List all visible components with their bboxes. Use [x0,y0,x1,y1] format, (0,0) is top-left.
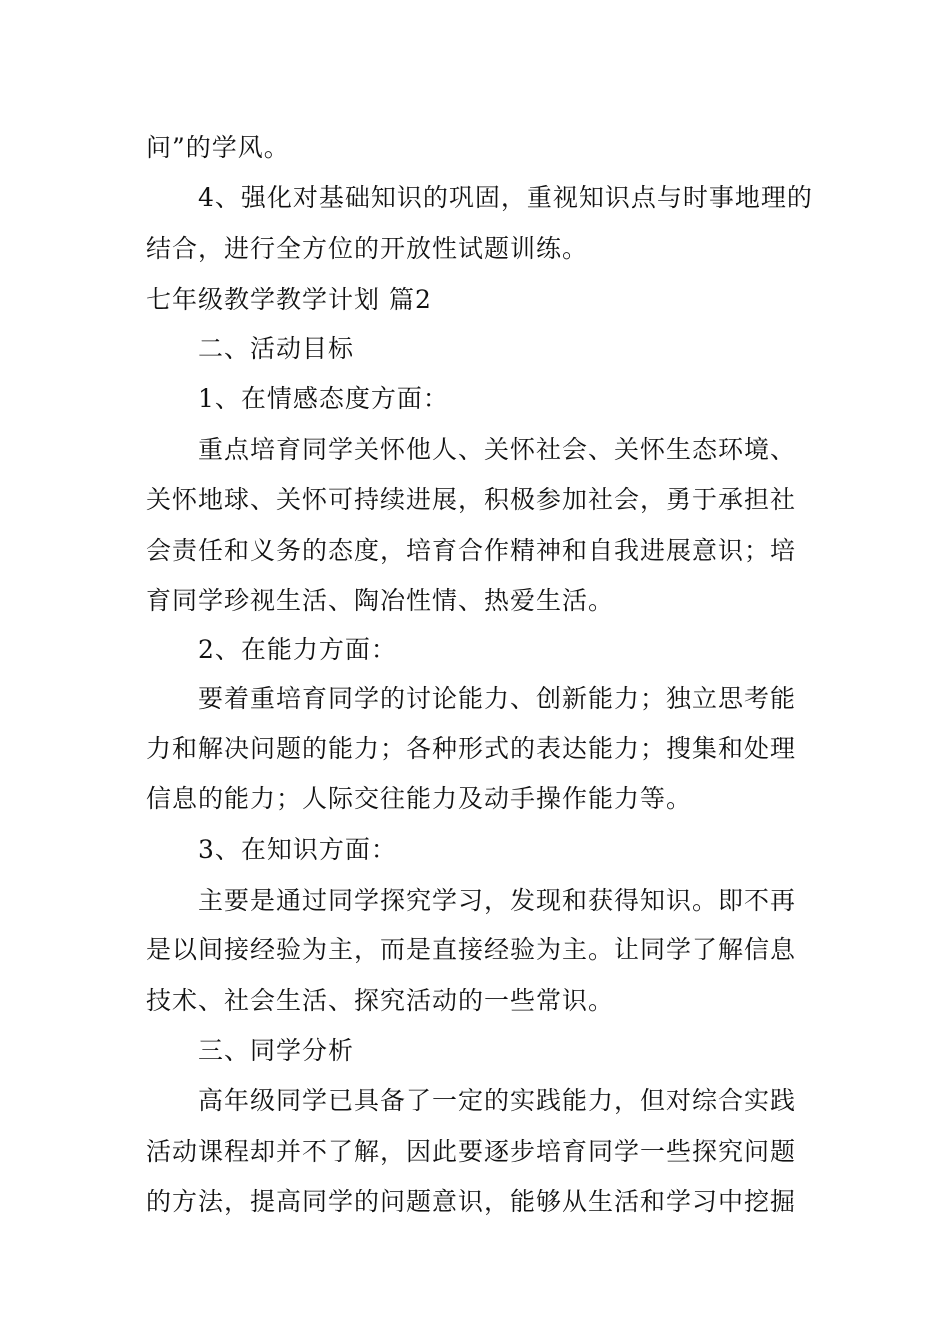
subheading: 3、在知识方面： [198,835,397,864]
paragraph-line: 信息的能力；人际交往能力及动手操作能力等。 [146,784,693,813]
paragraph-line: 关怀地球、关怀可持续进展，积极参加社会，勇于承担社 [146,485,797,514]
section-heading: 七年级教学教学计划 篇2 [146,285,432,314]
subheading: 2、在能力方面： [198,635,397,664]
paragraph-line: 4、强化对基础知识的巩固，重视知识点与时事地理的 [198,183,813,212]
paragraph-line: 要着重培育同学的讨论能力、创新能力；独立思考能 [198,684,797,713]
paragraph-line: 力和解决问题的能力；各种形式的表达能力；搜集和处理 [146,734,797,763]
paragraph-line: 会责任和义务的态度，培育合作精神和自我进展意识；培 [146,536,797,565]
subheading: 三、同学分析 [198,1036,355,1065]
subheading: 1、在情感态度方面： [198,384,449,413]
paragraph-line: 主要是通过同学探究学习，发现和获得知识。即不再 [198,886,797,915]
paragraph-line: 育同学珍视生活、陶冶性情、热爱生活。 [146,586,615,615]
paragraph-line: 结合，进行全方位的开放性试题训练。 [146,234,589,263]
subheading: 二、活动目标 [198,334,355,363]
paragraph-line: 是以间接经验为主，而是直接经验为主。让同学了解信息 [146,935,797,964]
paragraph-line: 活动课程却并不了解，因此要逐步培育同学一些探究问题 [146,1137,797,1166]
paragraph-line: 重点培育同学关怀他人、关怀社会、关怀生态环境、 [198,435,797,464]
paragraph-line: 技术、社会生活、探究活动的一些常识。 [146,986,615,1015]
paragraph-line: 的方法，提高同学的问题意识，能够从生活和学习中挖掘 [146,1187,797,1216]
paragraph-line: 高年级同学已具备了一定的实践能力，但对综合实践 [198,1086,797,1115]
paragraph-line: 问”的学风。 [146,133,290,162]
